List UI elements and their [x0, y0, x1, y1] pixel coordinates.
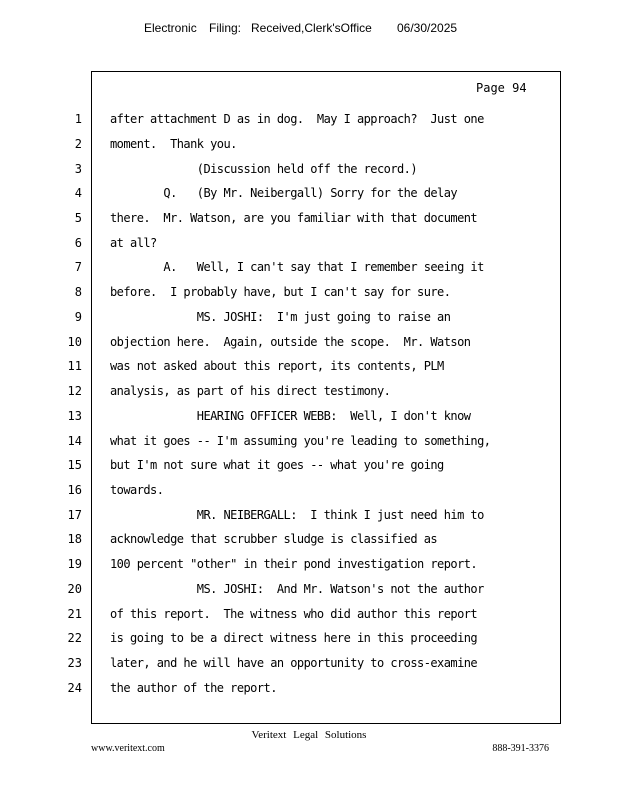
line-number: 13	[67, 409, 82, 423]
transcript-line: at all?	[110, 236, 157, 250]
line-number: 20	[67, 582, 82, 596]
transcript-line: MS. JOSHI: And Mr. Watson's not the author	[110, 582, 484, 596]
header-filing: Filing:	[209, 21, 242, 35]
line-number: 1	[74, 112, 82, 126]
line-number: 22	[67, 631, 82, 645]
transcript-line: what it goes -- I'm assuming you're leading to something,	[110, 434, 491, 448]
transcript-line: objection here. Again, outside the scope. Mr. Watson	[110, 335, 471, 349]
line-number: 12	[67, 384, 82, 398]
line-number: 16	[67, 483, 82, 497]
transcript-line: of this report. The witness who did author this report	[110, 607, 478, 621]
transcript-line: A. Well, I can't say that I remember seeing it	[110, 260, 484, 274]
transcript-line: acknowledge that scrubber sludge is classified as	[110, 532, 438, 546]
line-number: 21	[67, 607, 82, 621]
footer-phone: 888-391-3376	[492, 743, 549, 754]
transcript-line: moment. Thank you.	[110, 137, 237, 151]
transcript-line: MR. NEIBERGALL: I think I just need him to	[110, 508, 484, 522]
electronic-filing-header	[0, 21, 618, 37]
page-number: Page 94	[476, 81, 527, 95]
line-number: 15	[67, 458, 82, 472]
header-date: 06/30/2025	[397, 21, 458, 35]
transcript-line: analysis, as part of his direct testimony.	[110, 384, 391, 398]
line-number: 24	[67, 681, 82, 695]
header-electronic: Electronic	[144, 21, 197, 35]
transcript-line: HEARING OFFICER WEBB: Well, I don't know	[110, 409, 471, 423]
line-number: 10	[67, 335, 82, 349]
transcript-line: towards.	[110, 483, 164, 497]
line-number: 7	[74, 260, 82, 274]
line-number: 3	[74, 162, 82, 176]
transcript-line: (Discussion held off the record.)	[110, 162, 418, 176]
line-number: 5	[74, 211, 82, 225]
line-number: 14	[67, 434, 82, 448]
footer-website: www.veritext.com	[91, 743, 165, 754]
line-number: 9	[74, 310, 82, 324]
line-number: 4	[74, 186, 82, 200]
transcript-line: there. Mr. Watson, are you familiar with that document	[110, 211, 478, 225]
line-number: 18	[67, 532, 82, 546]
line-number: 23	[67, 656, 82, 670]
transcript-line: MS. JOSHI: I'm just going to raise an	[110, 310, 451, 324]
transcript-line: is going to be a direct witness here in this proceeding	[110, 631, 478, 645]
line-number: 11	[67, 359, 82, 373]
transcript-line: was not asked about this report, its contents, PLM	[110, 359, 444, 373]
transcript-line: before. I probably have, but I can't say for sure.	[110, 285, 451, 299]
transcript-line: after attachment D as in dog. May I approach? Just one	[110, 112, 484, 126]
header-received: Received,Clerk'sOffice	[251, 21, 372, 35]
line-number: 17	[67, 508, 82, 522]
line-number: 19	[67, 557, 82, 571]
transcript-line: Q. (By Mr. Neibergall) Sorry for the delay	[110, 186, 458, 200]
transcript-line: the author of the report.	[110, 681, 277, 695]
line-number: 8	[74, 285, 82, 299]
footer-company: Veritext Legal Solutions	[251, 729, 367, 741]
transcript-line: 100 percent "other" in their pond investigation report.	[110, 557, 478, 571]
line-number: 6	[74, 236, 82, 250]
transcript-line: but I'm not sure what it goes -- what you're going	[110, 458, 444, 472]
transcript-line: later, and he will have an opportunity to cross-examine	[110, 656, 478, 670]
line-number: 2	[74, 137, 82, 151]
